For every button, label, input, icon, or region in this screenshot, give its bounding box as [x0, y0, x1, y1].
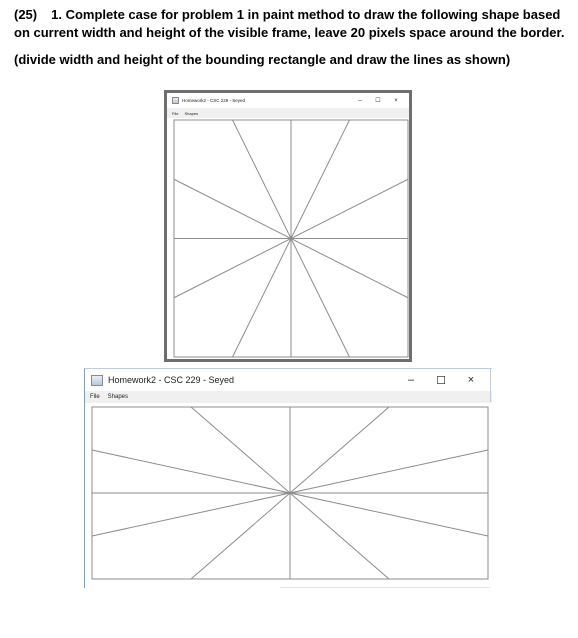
small-window-drawing: [167, 118, 409, 362]
large-window-drawing: [84, 405, 492, 589]
window-edge: [490, 368, 491, 402]
close-icon[interactable]: ×: [394, 97, 398, 104]
problem-hint: (divide width and height of the bounding rectangle and draw the lines as shown): [14, 52, 511, 67]
window-shadow: [280, 587, 490, 588]
small-window-controls: [351, 93, 405, 108]
maximize-icon[interactable]: ☐: [436, 374, 446, 387]
large-window-controls: [396, 369, 486, 391]
minimize-icon[interactable]: –: [358, 97, 362, 104]
small-window-title: Homework2 - CSC 229 - Seyed: [182, 98, 246, 103]
java-app-icon: [91, 375, 103, 386]
large-window-title: Homework2 - CSC 229 - Seyed: [108, 375, 235, 385]
problem-points: (25): [14, 7, 38, 22]
large-window-menubar: [85, 391, 492, 403]
large-window-screenshot: [84, 368, 492, 588]
small-window-menubar: [167, 108, 409, 118]
minimize-icon[interactable]: –: [407, 374, 415, 386]
java-app-icon: [172, 97, 179, 104]
close-icon[interactable]: ×: [467, 374, 475, 386]
menu-file[interactable]: File: [90, 394, 100, 400]
menu-file[interactable]: File: [172, 110, 179, 116]
small-window-screenshot: [164, 90, 412, 362]
menu-shapes[interactable]: Shapes: [184, 110, 199, 116]
maximize-icon[interactable]: ☐: [375, 98, 381, 104]
problem-statement: 1. Complete case for problem 1 in paint method to draw the following shape based on current width and height of the visible frame, leave 20 pixels space around the border.: [14, 7, 565, 40]
problem-text: [14, 6, 570, 69]
menu-shapes[interactable]: Shapes: [107, 394, 129, 400]
